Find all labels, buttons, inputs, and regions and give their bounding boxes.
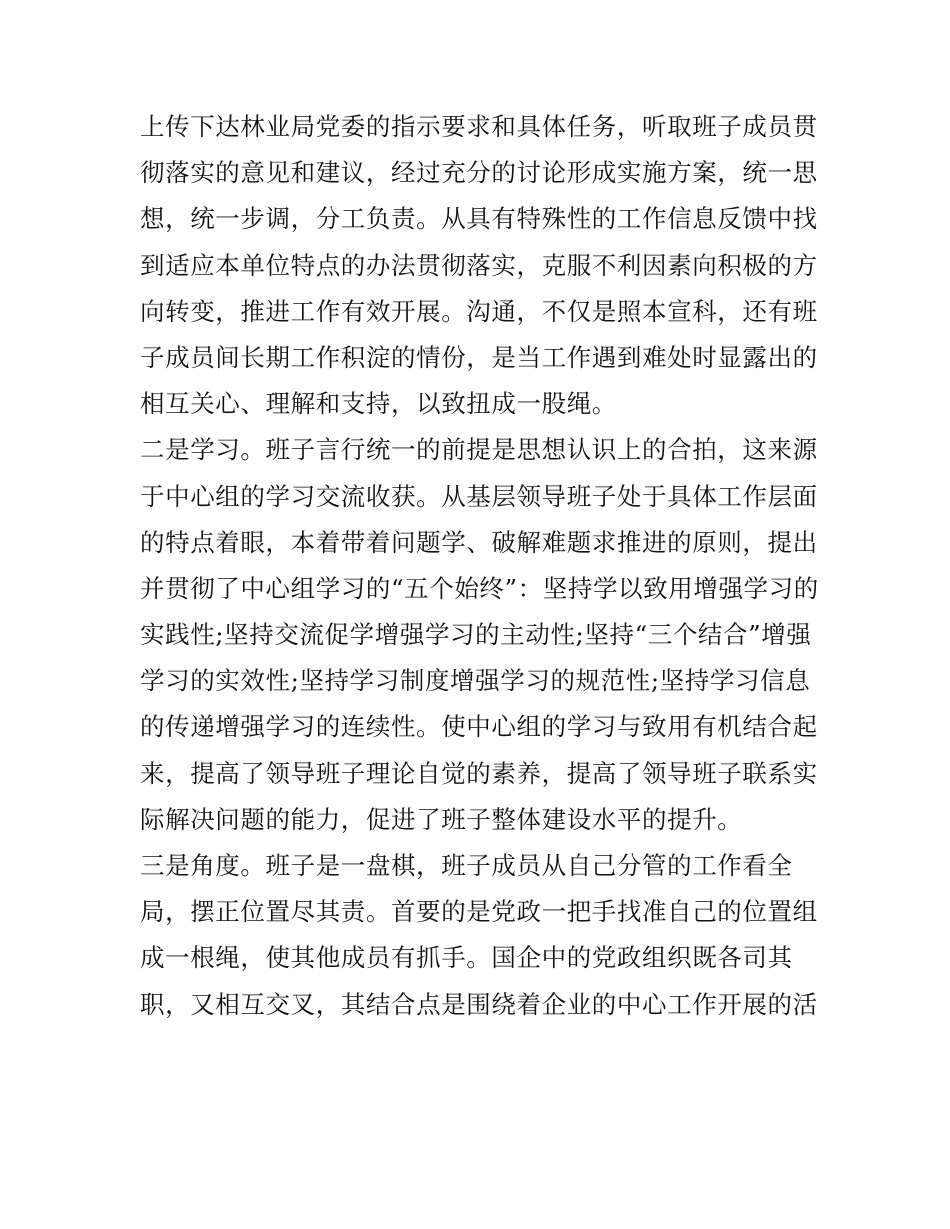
text-line: 的特点着眼，本着带着问题学、破解难题求推进的原则，提出	[140, 527, 818, 557]
text-line: 彻落实的意见和建议，经过充分的讨论形成实施方案，统一思	[140, 158, 818, 188]
text-line: 三是角度。班子是一盘棋，班子成员从自己分管的工作看全	[140, 851, 793, 880]
text-line: 想，统一步调，分工负责。从具有特殊性的工作信息反馈中找	[140, 204, 818, 234]
text-line: 实践性;坚持交流促学增强学习的主动性;坚持“三个结合”增强	[140, 620, 812, 650]
text-line: 二是学习。班子言行统一的前提是思想认识上的合拍，这来源	[140, 435, 818, 465]
text-line: 相互关心、理解和支持，以致扭成一股绳。	[140, 389, 617, 419]
text-line: 职，又相互交叉，其结合点是围绕着企业的中心工作开展的活	[140, 989, 818, 1019]
text-line: 并贯彻了中心组学习的“五个始终”：坚持学以致用增强学习的	[140, 573, 819, 603]
text-line: 的传递增强学习的连续性。使中心组的学习与致用有机结合起	[140, 712, 818, 742]
text-line: 向转变，推进工作有效开展。沟通，不仅是照本宣科，还有班	[140, 296, 818, 326]
text-line: 学习的实效性;坚持学习制度增强学习的规范性;坚持学习信息	[140, 666, 811, 696]
text-line: 于中心组的学习交流收获。从基层领导班子处于具体工作层面	[140, 481, 818, 511]
document-body	[140, 104, 820, 1028]
text-line: 局，摆正位置尽其责。首要的是党政一把手找准自己的位置组	[140, 897, 818, 927]
text-line: 到适应本单位特点的办法贯彻落实，克服不利因素向积极的方	[140, 250, 818, 280]
text-line: 成一根绳，使其他成员有抓手。国企中的党政组织既各司其	[140, 943, 793, 973]
text-line: 际解决问题的能力，促进了班子整体建设水平的提升。	[140, 804, 743, 834]
text-line: 子成员间长期工作积淀的情份，是当工作遇到难处时显露出的	[140, 342, 818, 372]
text-line: 上传下达林业局党委的指示要求和具体任务，听取班子成员贯	[140, 112, 818, 141]
text-line: 来，提高了领导班子理论自觉的素养，提高了领导班子联系实	[140, 758, 818, 788]
